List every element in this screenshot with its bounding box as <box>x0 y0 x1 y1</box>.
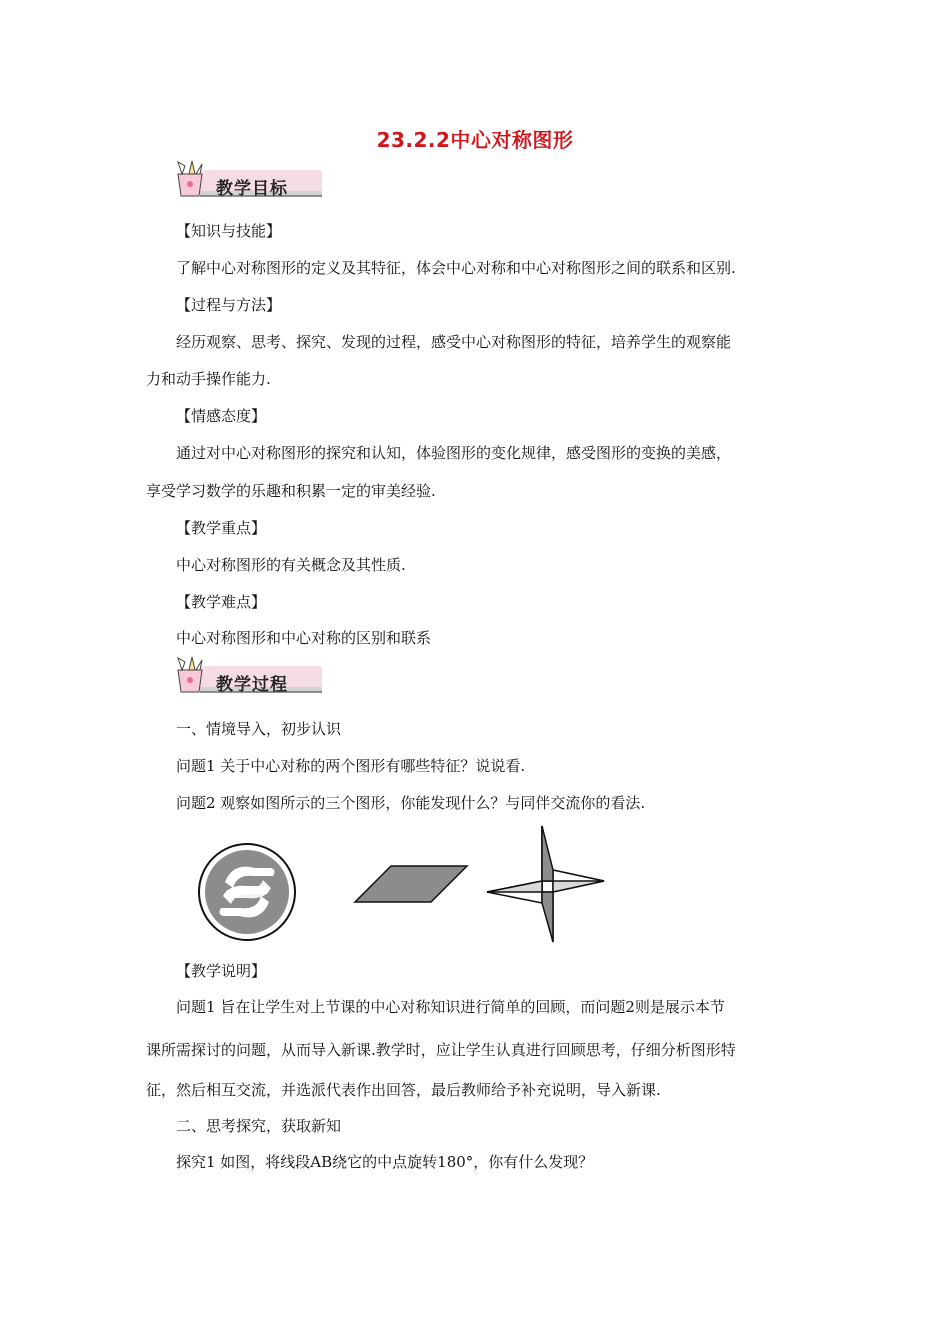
pinwheel-icon <box>487 826 604 942</box>
section2-heading: 二、思考探究，获取新知 <box>176 1117 342 1135</box>
knowledge-heading: 【知识与技能】 <box>176 222 282 240</box>
explain-heading: 【教学说明】 <box>176 962 267 980</box>
page-title: 23.2.2中心对称图形 <box>376 128 574 152</box>
china-mobile-logo-icon <box>199 844 295 940</box>
emotion-text-2: 享受学习数学的乐趣和积累一定的审美经验. <box>146 482 436 500</box>
key-heading: 【教学重点】 <box>176 519 267 537</box>
section-banner-process <box>172 656 324 700</box>
explain-text-3: 征，然后相互交流，并选派代表作出回答，最后教师给予补充说明，导入新课. <box>146 1081 661 1099</box>
method-heading: 【过程与方法】 <box>176 296 282 314</box>
emotion-text-1: 通过对中心对称图形的探究和认知，体验图形的变化规律，感受图形的变换的美感， <box>176 444 732 462</box>
difficulty-heading: 【教学难点】 <box>176 593 267 611</box>
knowledge-text: 了解中心对称图形的定义及其特征，体会中心对称和中心对称图形之间的联系和区别. <box>176 259 736 277</box>
explore-1: 探究1 如图，将线段AB绕它的中点旋转180°，你有什么发现？ <box>176 1153 594 1171</box>
explain-text-1: 问题1 旨在让学生对上节课的中心对称知识进行简单的回顾，而问题2则是展示本节 <box>176 998 725 1016</box>
explain-text-2: 课所需探讨的问题，从而导入新课.教学时，应让学生认真进行回顾思考，仔细分析图形特 <box>146 1041 736 1059</box>
section1-heading: 一、情境导入，初步认识 <box>176 720 342 738</box>
method-text-2: 力和动手操作能力. <box>146 370 271 388</box>
parallelogram-icon <box>355 866 467 902</box>
difficulty-text: 中心对称图形和中心对称的区别和联系 <box>176 629 432 647</box>
banner-label-goals: 教学目标 <box>216 179 288 199</box>
method-text-1: 经历观察、思考、探究、发现的过程，感受中心对称图形的特征，培养学生的观察能 <box>176 333 732 351</box>
question-2: 问题2 观察如图所示的三个图形，你能发现什么？与同伴交流你的看法. <box>176 794 646 812</box>
section-banner-goals <box>172 160 324 204</box>
question-1: 问题1 关于中心对称的两个图形有哪些特征？说说看. <box>176 757 526 775</box>
key-text: 中心对称图形的有关概念及其性质. <box>176 556 406 574</box>
emotion-heading: 【情感态度】 <box>176 407 267 425</box>
figures-row <box>195 822 615 948</box>
banner-label-process: 教学过程 <box>216 675 288 695</box>
